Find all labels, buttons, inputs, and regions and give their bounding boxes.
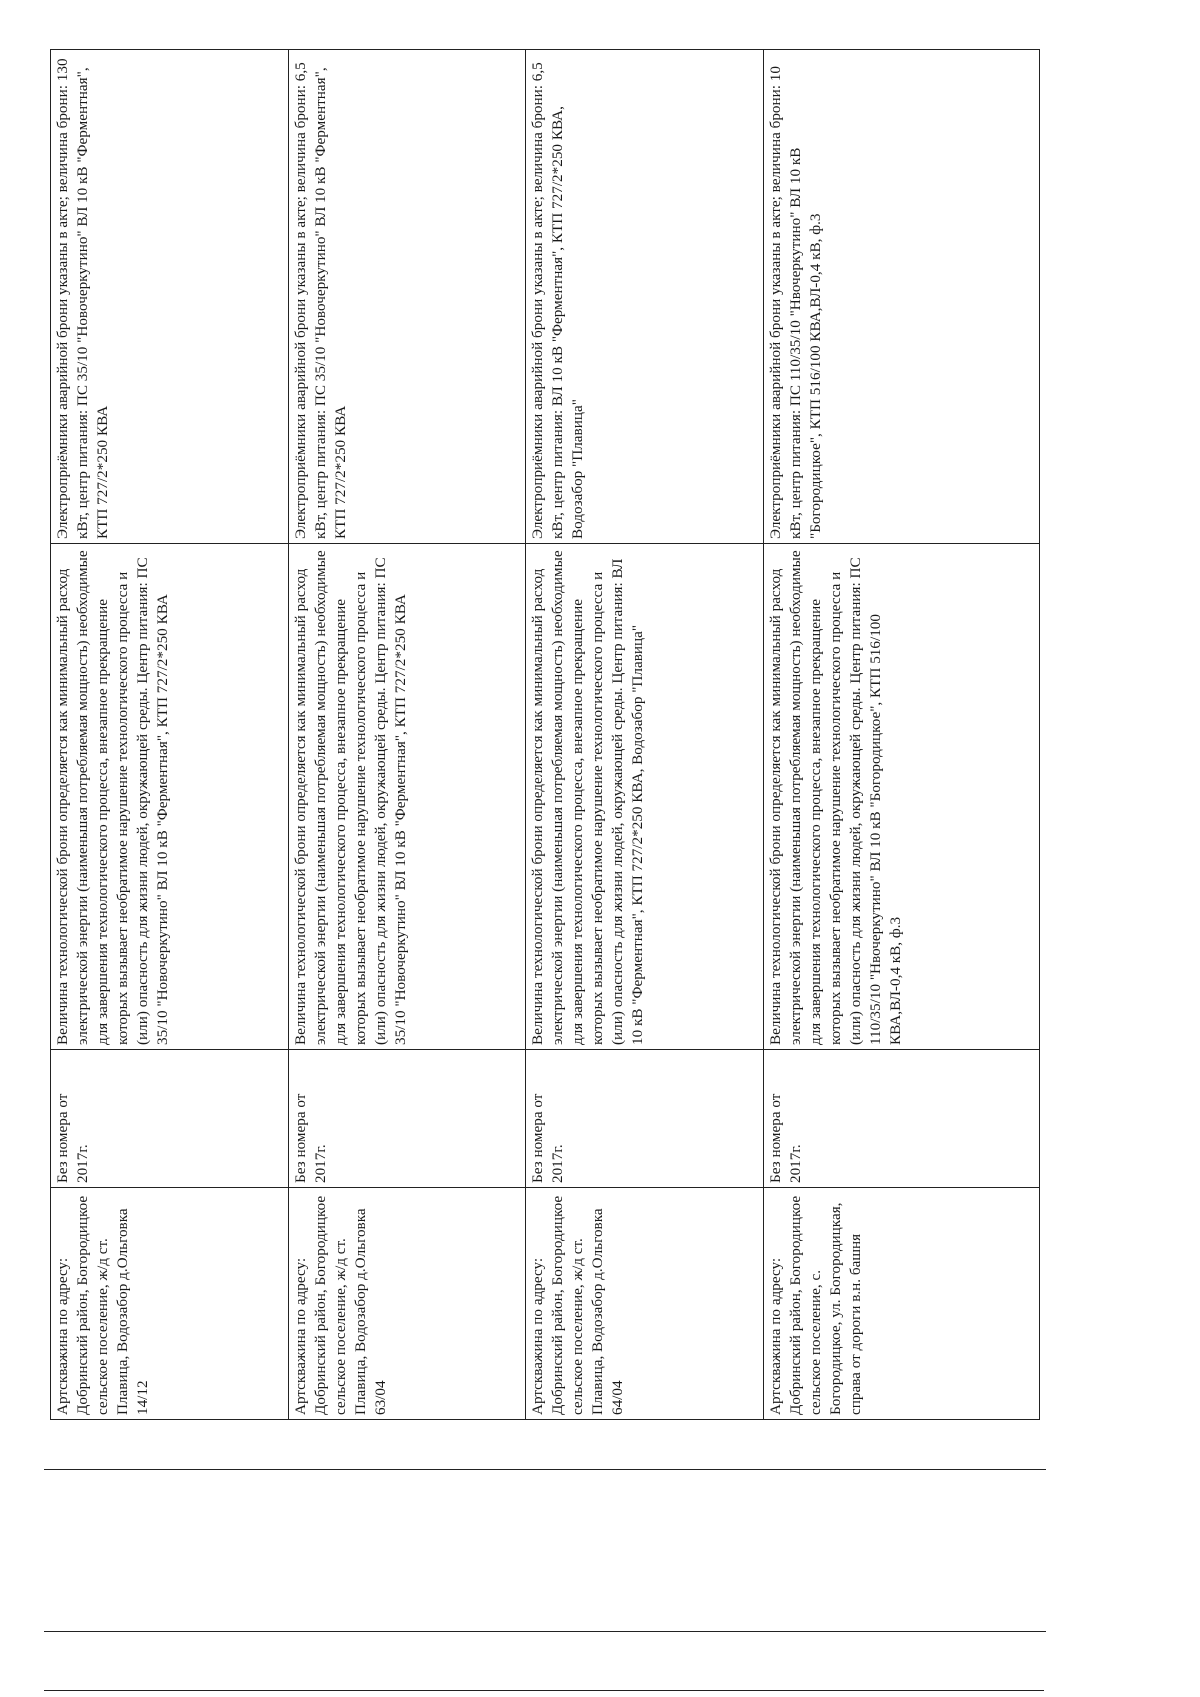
address-cell: Артскважина по адресу: Добринский район, Богородицкое сельское поселение, с. Богородицкое, ул. Богородицкая, справа от дороги в.н. башня [763,1188,1039,1420]
emergency-reserve-cell: Электроприёмники аварийной брони указаны в акте; величина брони: 130 кВт, центр питания: ПС 35/10 "Новочеркутино" ВЛ 10 кВ "Ферментная", КТП 727/2*250 КВА [51,50,289,544]
act-cell: Без номера от 2017г. [51,1050,289,1188]
horizontal-rule [44,1631,1046,1632]
emergency-reserve-table [50,49,1040,1420]
table-row [51,50,289,1420]
table-row [763,50,1039,1420]
tech-reserve-cell: Величина технологической брони определяется как минимальный расход электрической энергии (наименьшая потребляемая мощность) необходимые для завершения технологического процесса, внезапное прекращение которых вызывает необратимое нарушение технологического процесса и (или) опасность для жизни людей, окружающей среды. Центр питания: ПС 110/35/10 "Нвочеркутино" ВЛ 10 кВ "Богородицкое", КТП 516/100 КВА,ВЛ-0,4 кВ, ф.3 [763,544,1039,1050]
address-cell: Артскважина по адресу: Добринский район, Богородицкое сельское поселение, ж/д ст. Плавица, Водозабор д.Ольговка 14/12 [51,1188,289,1420]
table-row [288,50,526,1420]
horizontal-rule [44,1469,1046,1470]
rotated-table-container [50,50,1040,1420]
emergency-reserve-cell: Электроприёмники аварийной брони указаны в акте; величина брони: 10 кВт, центр питания: ПС 110/35/10 "Нвочеркутино" ВЛ 10 кВ "Богородицкое", КТП 516/100 КВА,ВЛ-0,4 кВ, ф.3 [763,50,1039,544]
horizontal-rule [44,1690,1044,1691]
tech-reserve-cell: Величина технологической брони определяется как минимальный расход электрической энергии (наименьшая потребляемая мощность) необходимые для завершения технологического процесса, внезапное прекращение которых вызывает необратимое нарушение технологического процесса и (или) опасность для жизни людей, окружающей среды. Центр питания: ПС 35/10 "Новочеркутино" ВЛ 10 кВ "Ферментная", КТП 727/2*250 КВА [51,544,289,1050]
address-cell: Артскважина по адресу: Добринский район, Богородицкое сельское поселение, ж/д ст. Плавица, Водозабор д.Ольговка 63/04 [288,1188,526,1420]
address-cell: Артскважина по адресу: Добринский район, Богородицкое сельское поселение, ж/д ст. Плавица, Водозабор д.Ольговка 64/04 [526,1188,764,1420]
act-cell: Без номера от 2017г. [288,1050,526,1188]
emergency-reserve-cell: Электроприёмники аварийной брони указаны в акте; величина брони: 6,5 кВт, центр питания: ВЛ 10 кВ "Ферментная", КТП 727/2*250 КВА, Водозабор "Плавица" [526,50,764,544]
act-cell: Без номера от 2017г. [526,1050,764,1188]
tech-reserve-cell: Величина технологической брони определяется как минимальный расход электрической энергии (наименьшая потребляемая мощность) необходимые для завершения технологического процесса, внезапное прекращение которых вызывает необратимое нарушение технологического процесса и (или) опасность для жизни людей, окружающей среды. Центр питания: ВЛ 10 кВ "Ферментная", КТП 727/2*250 КВА, Водозабор "Плавица" [526,544,764,1050]
table-row [526,50,764,1420]
emergency-reserve-cell: Электроприёмники аварийной брони указаны в акте; величина брони: 6,5 кВт, центр питания: ПС 35/10 "Новочеркутино" ВЛ 10 кВ "Ферментная", КТП 727/2*250 КВА [288,50,526,544]
tech-reserve-cell: Величина технологической брони определяется как минимальный расход электрической энергии (наименьшая потребляемая мощность) необходимые для завершения технологического процесса, внезапное прекращение которых вызывает необратимое нарушение технологического процесса и (или) опасность для жизни людей, окружающей среды. Центр питания: ПС 35/10 "Новочеркутино" ВЛ 10 кВ "Ферментная", КТП 727/2*250 КВА [288,544,526,1050]
act-cell: Без номера от 2017г. [763,1050,1039,1188]
